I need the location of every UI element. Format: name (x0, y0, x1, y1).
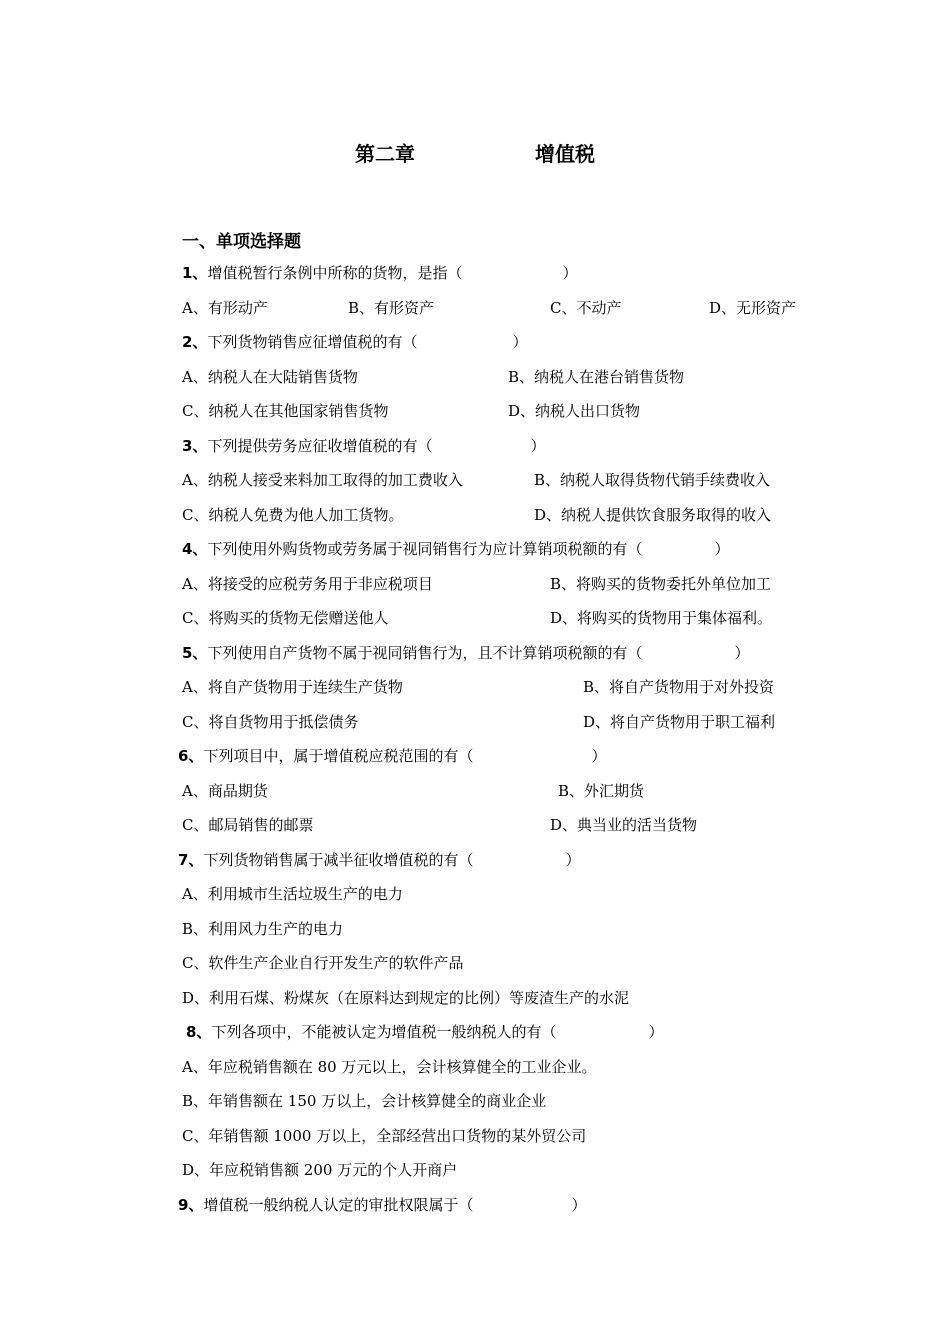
question-8: 8、下列各项中，不能被认定为增值税一般纳税人的有（ ） (186, 1023, 664, 1041)
option-a: A、纳税人在大陆销售货物 (182, 368, 358, 386)
option-d: D、纳税人出口货物 (508, 402, 641, 420)
option-a: A、有形动产 (182, 299, 268, 317)
option-8c: C、年销售额 1000 万以上，全部经营出口货物的某外贸公司 (182, 1127, 587, 1145)
option-c: C、将购买的货物无偿赠送他人 (182, 609, 389, 627)
option-a: A、将自产货物用于连续生产货物 (182, 678, 403, 696)
option-7d: D、利用石煤、粉煤灰（在原料达到规定的比例）等废渣生产的水泥 (182, 989, 630, 1007)
question-9: 9、增值税一般纳税人认定的审批权限属于（ ） (178, 1196, 587, 1214)
option-c: C、纳税人免费为他人加工货物。 (182, 506, 404, 524)
option-a: A、纳税人接受来料加工取得的加工费收入 (182, 471, 463, 489)
option-c: C、将自货物用于抵偿债务 (182, 713, 359, 731)
option-b: B、纳税人在港台销售货物 (508, 368, 685, 386)
option-d: D、典当业的活当货物 (550, 816, 698, 834)
option-d: D、无形资产 (709, 299, 797, 317)
question-5: 5、下列使用自产货物不属于视同销售行为，且不计算销项税额的有（ ） (182, 644, 750, 662)
option-b: B、纳税人取得货物代销手续费收入 (534, 471, 771, 489)
option-8b: B、年销售额在 150 万以上，会计核算健全的商业企业 (182, 1092, 547, 1110)
option-8a: A、年应税销售额在 80 万元以上，会计核算健全的工业企业。 (182, 1058, 597, 1076)
question-1: 1、增值税暂行条例中所称的货物，是指（ ） (182, 264, 578, 282)
option-b: B、外汇期货 (558, 782, 645, 800)
option-d: D、纳税人提供饮食服务取得的收入 (534, 506, 772, 524)
option-b: B、将购买的货物委托外单位加工 (550, 575, 772, 593)
chapter-name: 增值税 (535, 142, 595, 166)
option-a: A、将接受的应税劳务用于非应税项目 (182, 575, 433, 593)
option-7a: A、利用城市生活垃圾生产的电力 (182, 885, 403, 903)
chapter-number: 第二章 (355, 142, 415, 166)
option-d: D、将自产货物用于职工福利 (583, 713, 776, 731)
option-7b: B、利用风力生产的电力 (182, 920, 344, 938)
option-7c: C、软件生产企业自行开发生产的软件产品 (182, 954, 464, 972)
option-c: C、纳税人在其他国家销售货物 (182, 402, 389, 420)
question-2: 2、下列货物销售应征增值税的有（ ） (182, 333, 528, 351)
option-8d: D、年应税销售额 200 万元的个人开商户 (182, 1161, 458, 1179)
option-a: A、商品期货 (182, 782, 268, 800)
option-c: C、不动产 (550, 299, 622, 317)
section-heading: 一、单项选择题 (182, 232, 301, 252)
question-3: 3、下列提供劳务应征收增值税的有（ ） (182, 437, 546, 455)
option-b: B、将自产货物用于对外投资 (583, 678, 775, 696)
chapter-title (0, 138, 950, 167)
option-b: B、有形资产 (348, 299, 435, 317)
option-d: D、将购买的货物用于集体福利。 (550, 609, 773, 627)
question-6: 6、下列项目中，属于增值税应税范围的有（ ） (178, 747, 607, 765)
question-7: 7、下列货物销售属于减半征收增值税的有（ ） (178, 851, 581, 869)
option-c: C、邮局销售的邮票 (182, 816, 314, 834)
question-4: 4、下列使用外购货物或劳务属于视同销售行为应计算销项税额的有（ ） (182, 540, 730, 558)
